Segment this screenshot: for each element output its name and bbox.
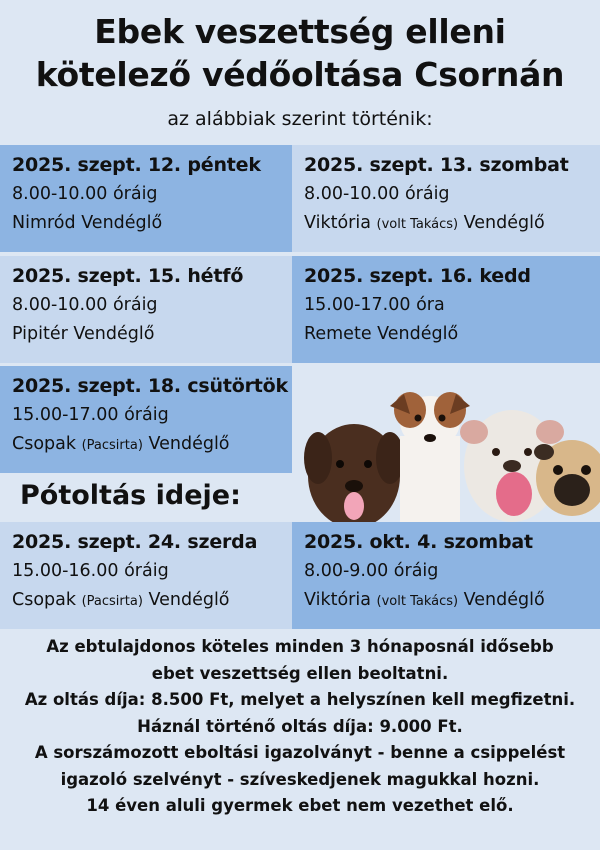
notice-line: igazoló szelvényt - szíveskedjenek magukkal hozni. [60,769,540,789]
notice-line: A sorszámozott eboltási igazolványt - benne a csippelést [34,743,566,762]
schedule-venue: Pipitér Vendéglő [12,324,155,344]
schedule-venue: Remete Vendéglő [304,324,459,344]
schedule-cell-3 [0,256,292,363]
schedule-venue: Csopak (Pacsirta) Vendéglő [12,434,230,454]
schedule-time: 8.00-10.00 óráig [12,184,158,204]
schedule-time: 15.00-17.00 óra [304,295,445,315]
schedule-venue: Nimród Vendéglő [12,213,163,233]
makeup-venue: Csopak (Pacsirta) Vendéglő [12,590,230,610]
schedule-date: 2025. szept. 12. péntek [12,154,261,176]
title-line-2: kötelező védőoltása Csornán [35,55,565,94]
schedule-date: 2025. szept. 13. szombat [304,154,569,176]
schedule-time: 8.00-10.00 óráig [304,184,450,204]
schedule-date: 2025. szept. 16. kedd [304,265,531,287]
schedule-date: 2025. szept. 18. csütörtök [12,375,288,397]
schedule-cell-1 [0,145,292,252]
makeup-date: 2025. okt. 4. szombat [304,531,533,553]
notice-line: 14 éven aluli gyermek ebet nem vezethet elő. [86,796,514,815]
makeup-cell-1 [0,522,292,629]
labrador-puppy [304,424,404,522]
schedule-cell-5 [0,366,292,473]
notice-line: ebet veszettség ellen beoltatni. [151,663,449,683]
makeup-time: 8.00-9.00 óráig [304,561,439,581]
schedule-date: 2025. szept. 15. hétfő [12,265,244,287]
schedule-time: 8.00-10.00 óráig [12,295,158,315]
makeup-cell-2 [292,522,600,629]
notice-text [0,634,600,820]
schedule-time: 15.00-17.00 óráig [12,405,169,425]
notice-line: Az oltás díja: 8.500 Ft, melyet a helyszínen kell megfizetni. [24,690,576,709]
subtitle: az alábbiak szerint történik: [167,108,433,130]
schedule-cell-2 [292,145,600,252]
makeup-title: Pótoltás ideje: [20,480,241,511]
notice-line: Háznál történő oltás díja: 9.000 Ft. [137,716,463,736]
schedule-venue: Viktória (volt Takács) Vendéglő [304,213,545,233]
schedule-cell-4 [292,256,600,363]
title-line-1: Ebek veszettség elleni [94,12,506,51]
makeup-date: 2025. szept. 24. szerda [12,531,258,553]
jack-russell [390,392,470,522]
dogs-illustration [292,366,600,522]
makeup-venue: Viktória (volt Takács) Vendéglő [304,590,545,610]
notice-line: Az ebtulajdonos köteles minden 3 hónaposnál idősebb [46,637,554,656]
makeup-time: 15.00-16.00 óráig [12,561,169,581]
poster-title [0,10,600,96]
